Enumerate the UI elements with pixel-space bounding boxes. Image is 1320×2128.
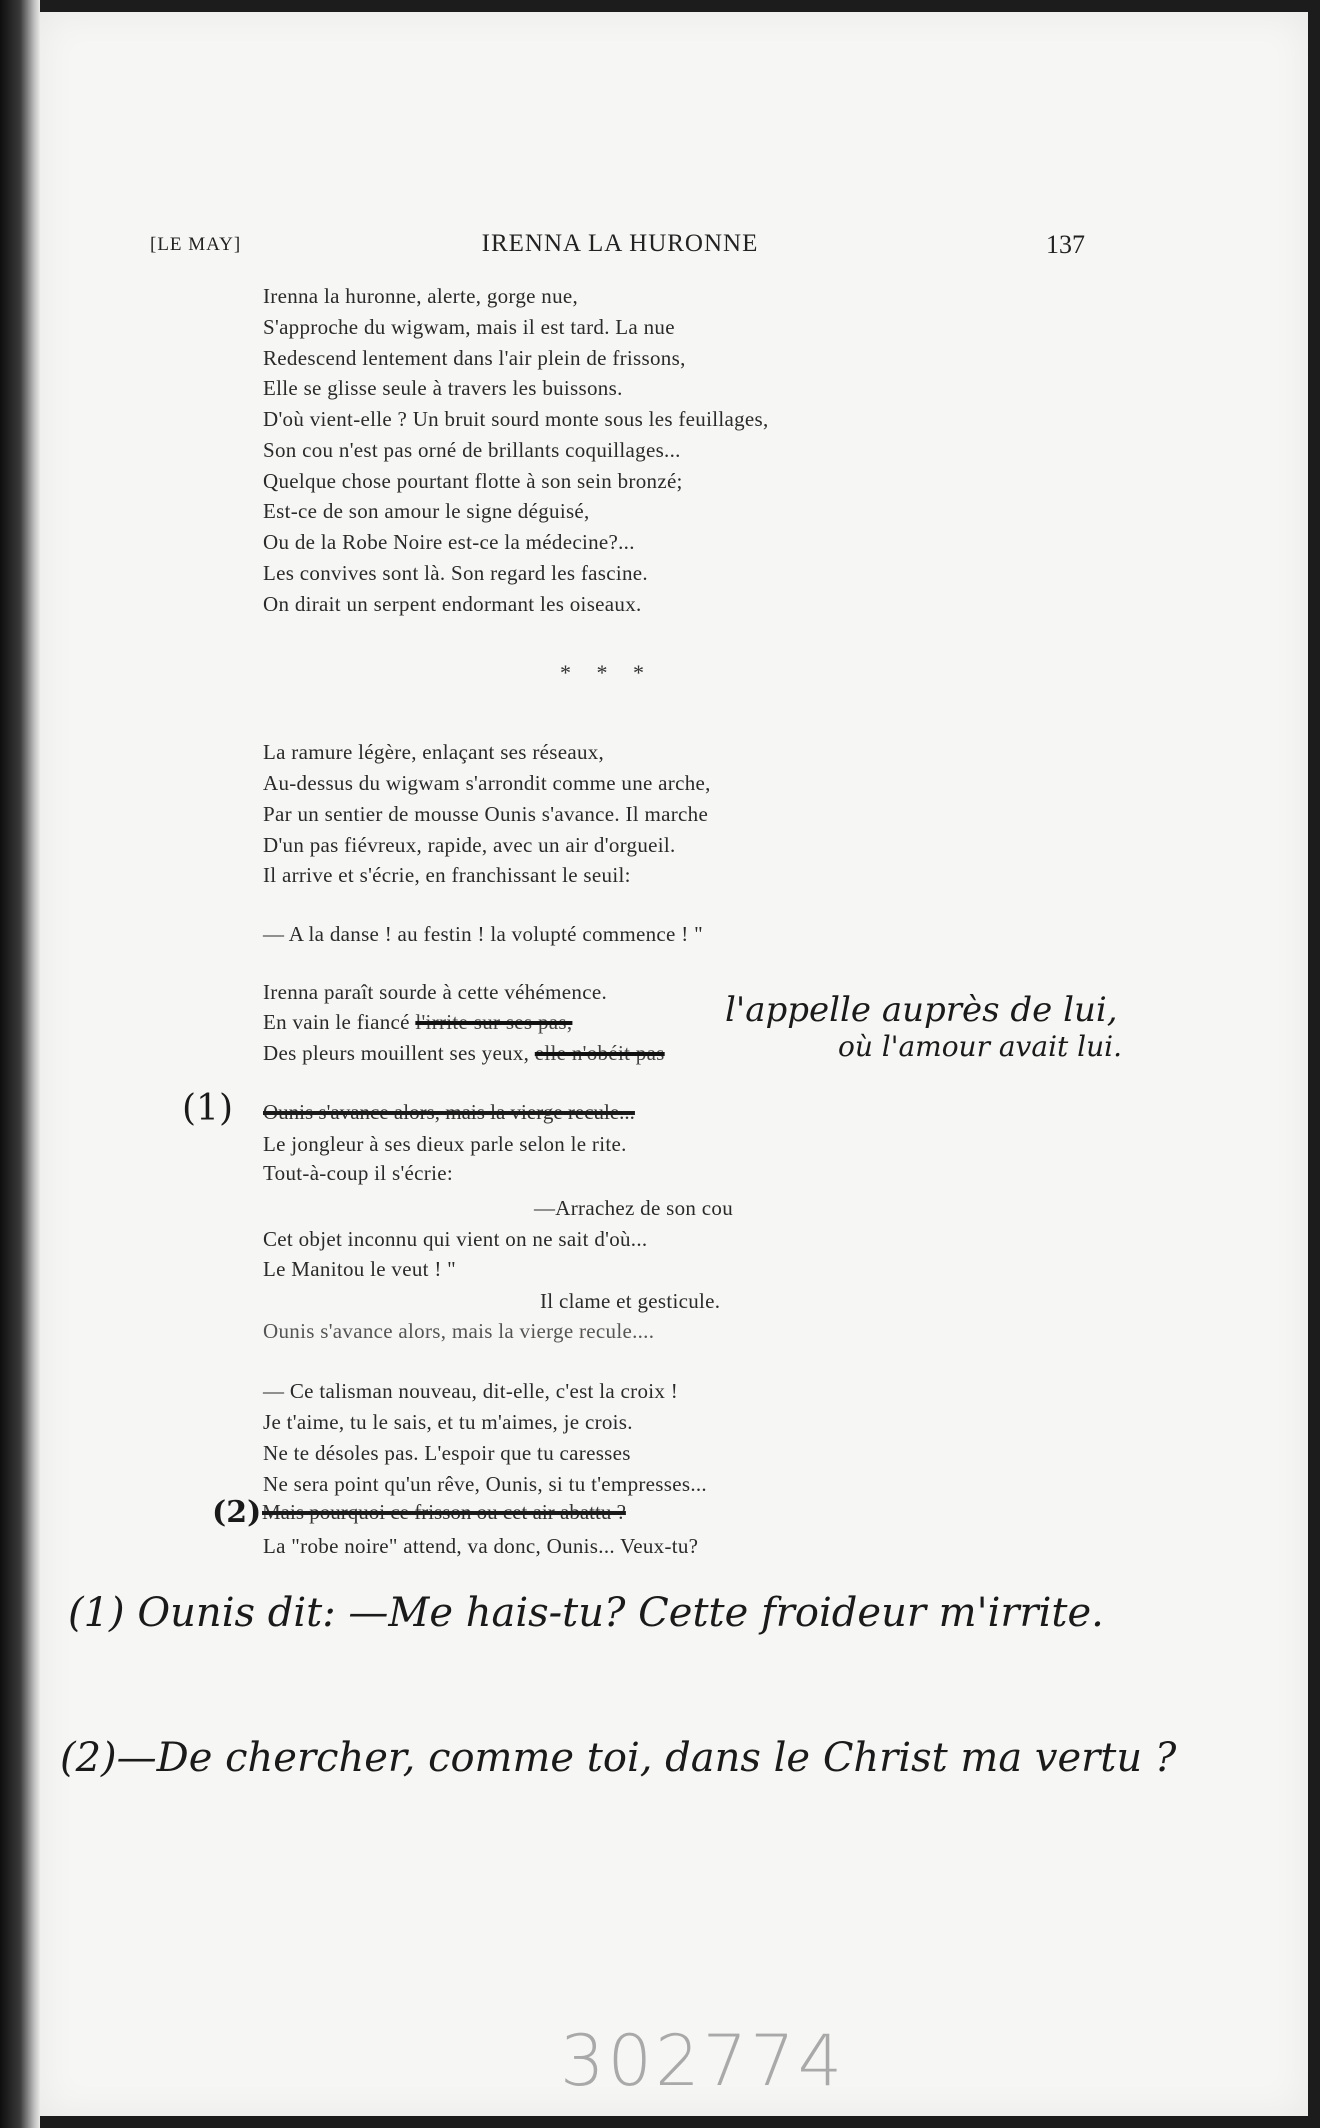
struck-text: l'irrite sur ses pas, — [415, 1010, 573, 1034]
verse-line: Les convives sont là. Son regard les fascine. — [263, 561, 648, 585]
verse-line: Irenna la huronne, alerte, gorge nue, — [263, 284, 579, 308]
page-edge — [0, 0, 40, 2128]
handwritten-footnote: (2)—De chercher, comme toi, dans le Christ ma vertu ? — [60, 1735, 1177, 1781]
verse-line: —Arrachez de son cou — [534, 1196, 733, 1220]
verse-text: En vain le fiancé — [263, 1010, 410, 1034]
verse-line: Le Manitou le veut ! " — [263, 1257, 457, 1281]
verse-line: Est-ce de son amour le signe déguisé, — [263, 499, 590, 523]
verse-line: La "robe noire" attend, va donc, Ounis... Veux-tu? — [263, 1534, 699, 1558]
verse-line: Au-dessus du wigwam s'arrondit comme une arche, — [263, 771, 711, 795]
verse-line: Ou de la Robe Noire est-ce la médecine?... — [263, 530, 635, 554]
verse-line: La ramure légère, enlaçant ses réseaux, — [263, 740, 605, 764]
verse-line: Par un sentier de mousse Ounis s'avance. Il marche — [263, 802, 709, 826]
struck-verse-line: Mais pourquoi ce frisson ou cet air abattu ? — [262, 1500, 626, 1524]
verse-line: Il clame et gesticule. — [540, 1289, 721, 1313]
verse-exclamation: — A la danse ! au festin ! la volupté commence ! " — [263, 922, 703, 946]
struck-text: elle n'obéit pas — [534, 1041, 665, 1065]
section-separator: * * * — [560, 660, 654, 685]
handwritten-footnote: (1) Ounis dit: —Me hais-tu? Cette froideur m'irrite. — [68, 1590, 1104, 1636]
verse-line — [263, 1008, 572, 1036]
header-author: [LE MAY] — [150, 234, 242, 255]
verse-line: On dirait un serpent endormant les oiseaux. — [263, 592, 642, 616]
verse-line: Ne sera point qu'un rêve, Ounis, si tu t'empresses... — [263, 1472, 707, 1496]
verse-line — [263, 1039, 665, 1067]
verse-line: Ounis s'avance alors, mais la vierge recule.... — [263, 1319, 655, 1343]
verse-line: Quelque chose pourtant flotte à son sein bronzé; — [263, 469, 683, 493]
verse-line: Tout-à-coup il s'écrie: — [263, 1161, 453, 1185]
handwritten-correction: l'appelle auprès de lui, — [725, 990, 1118, 1030]
verse-line: — Ce talisman nouveau, dit-elle, c'est la croix ! — [263, 1379, 679, 1403]
verse-line: Ne te désoles pas. L'espoir que tu caresses — [263, 1441, 631, 1465]
verse-line: Cet objet inconnu qui vient on ne sait d'où... — [263, 1227, 648, 1251]
verse-line: S'approche du wigwam, mais il est tard. La nue — [263, 315, 675, 339]
verse-line: Je t'aime, tu le sais, et tu m'aimes, je crois. — [263, 1410, 633, 1434]
verse-line: D'où vient-elle ? Un bruit sourd monte sous les feuillages, — [263, 407, 769, 431]
note-marker: (2) — [212, 1495, 262, 1530]
verse-line: Irenna paraît sourde à cette véhémence. — [263, 980, 608, 1004]
verse-line: D'un pas fiévreux, rapide, avec un air d'orgueil. — [263, 833, 676, 857]
running-header — [150, 230, 1085, 266]
page-number: 137 — [1046, 230, 1085, 259]
archive-stamp-number: 302774 — [560, 2020, 846, 2102]
verse-text: Des pleurs mouillent ses yeux, — [263, 1041, 530, 1065]
verse-line: Son cou n'est pas orné de brillants coquillages... — [263, 438, 681, 462]
note-marker: (1) — [182, 1088, 233, 1129]
struck-verse-line: Ounis s'avance alors, mais la vierge recule... — [263, 1100, 635, 1124]
handwritten-correction: où l'amour avait lui. — [838, 1030, 1123, 1063]
verse-line: Le jongleur à ses dieux parle selon le rite. — [263, 1132, 627, 1156]
verse-line: Redescend lentement dans l'air plein de frissons, — [263, 346, 686, 370]
verse-line: Il arrive et s'écrie, en franchissant le seuil: — [263, 863, 631, 887]
verse-line: Elle se glisse seule à travers les buissons. — [263, 376, 623, 400]
header-title: IRENNA LA HURONNE — [481, 230, 759, 257]
